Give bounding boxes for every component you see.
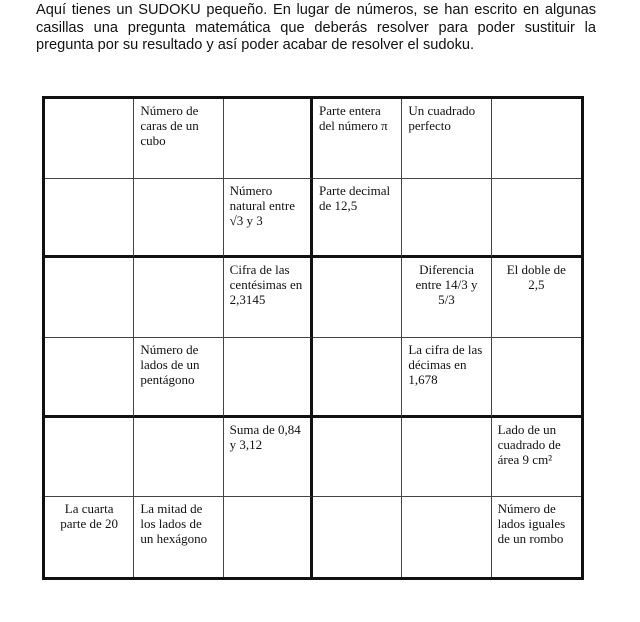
- sudoku-cell[interactable]: [492, 179, 581, 259]
- sudoku-cell[interactable]: [313, 258, 402, 338]
- sudoku-cell[interactable]: [224, 99, 313, 179]
- sudoku-cell[interactable]: [224, 497, 313, 577]
- sudoku-cell[interactable]: [134, 338, 223, 418]
- sudoku-cell[interactable]: [45, 258, 134, 338]
- cell-question: Parte entera del número π: [319, 103, 388, 133]
- cell-question: La cifra de las décimas en 1,678: [408, 341, 483, 387]
- sudoku-grid: [42, 96, 584, 580]
- sudoku-cell[interactable]: [224, 258, 313, 338]
- sudoku-cell[interactable]: [492, 338, 581, 418]
- cell-question: Número de caras de un cubo: [140, 103, 199, 148]
- sudoku-cell[interactable]: [224, 338, 313, 418]
- sudoku-cell[interactable]: [134, 179, 223, 259]
- sudoku-cell[interactable]: [313, 497, 402, 577]
- sudoku-cell[interactable]: [402, 497, 491, 577]
- cell-question: Lado de un cuadrado de área 9 cm²: [497, 421, 561, 467]
- cell-question: Cifra de las centésimas en 2,3145: [229, 262, 303, 308]
- sudoku-cell[interactable]: [45, 99, 134, 179]
- sudoku-cell[interactable]: [134, 497, 223, 577]
- cell-question: Número natural entre √3 y 3: [229, 182, 295, 228]
- cell-question: La mitad de los lados de un hexágono: [140, 501, 208, 547]
- sudoku-cell[interactable]: [45, 338, 134, 418]
- sudoku-cell[interactable]: [402, 179, 491, 259]
- sudoku-cell[interactable]: [313, 179, 402, 259]
- sudoku-cell[interactable]: [313, 338, 402, 418]
- cell-question: Un cuadrado perfecto: [408, 103, 476, 133]
- sudoku-cell[interactable]: [134, 258, 223, 338]
- sudoku-cell[interactable]: [224, 418, 313, 498]
- sudoku-cell[interactable]: [134, 99, 223, 179]
- sudoku-cell[interactable]: [45, 497, 134, 577]
- sudoku-cell[interactable]: [492, 99, 581, 179]
- sudoku-cell[interactable]: [402, 99, 491, 179]
- sudoku-cell[interactable]: [45, 179, 134, 259]
- cell-question: Suma de 0,84 y 3,12: [229, 421, 301, 452]
- sudoku-cell[interactable]: [492, 258, 581, 338]
- sudoku-cell[interactable]: [402, 418, 491, 498]
- sudoku-cell[interactable]: [492, 418, 581, 498]
- cell-question: Número de lados iguales de un rombo: [497, 501, 566, 547]
- sudoku-cell[interactable]: [492, 497, 581, 577]
- cell-question: Número de lados de un pentágono: [140, 341, 200, 387]
- sudoku-cell[interactable]: [134, 418, 223, 498]
- cell-question: La cuarta parte de 20: [60, 501, 119, 532]
- sudoku-cell[interactable]: [402, 338, 491, 418]
- cell-question: El doble de 2,5: [506, 262, 566, 293]
- sudoku-cell[interactable]: [224, 179, 313, 259]
- cell-question: Parte decimal de 12,5: [319, 182, 391, 213]
- sudoku-cell[interactable]: [313, 99, 402, 179]
- sudoku-cell[interactable]: [45, 418, 134, 498]
- intro-paragraph: Aquí tienes un SUDOKU pequeño. En lugar de números, se han escrito en algunas casillas una pregunta matemática que deberás resolver para poder sustituir la pregunta por su resultado y así poder acabar de resolver el sudoku.: [36, 2, 596, 53]
- sudoku-cell[interactable]: [313, 418, 402, 498]
- sudoku-cell[interactable]: [402, 258, 491, 338]
- cell-question: Diferencia entre 14/3 y 5/3: [415, 262, 478, 308]
